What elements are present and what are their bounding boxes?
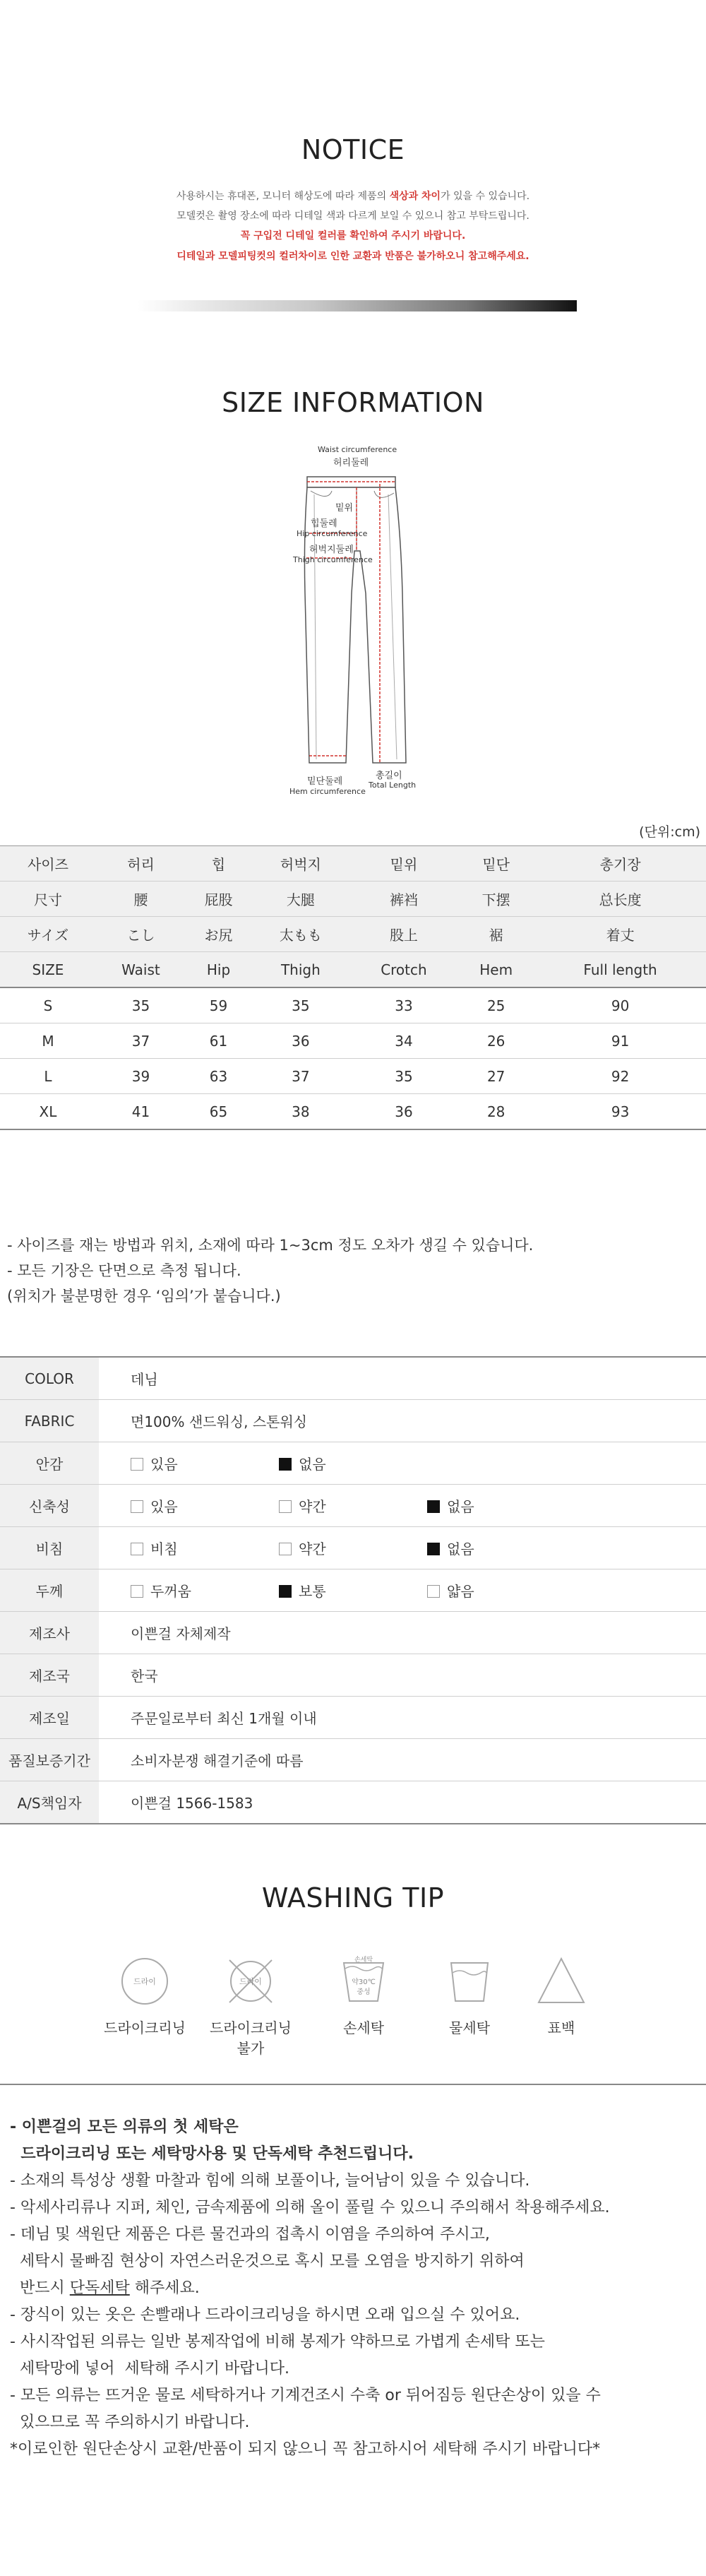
header-cell: 腰 xyxy=(96,882,186,917)
length-label-en: Total Length xyxy=(369,780,417,790)
spec-key: 비침 xyxy=(0,1527,99,1569)
spec-row-stretch xyxy=(0,1485,706,1527)
svg-text:드라이: 드라이 xyxy=(239,1977,262,1986)
table-row xyxy=(0,1059,706,1094)
spec-row-fabric xyxy=(0,1400,706,1442)
table-cell: 34 xyxy=(350,1023,457,1059)
tip-line: - 이쁜걸의 모든 의류의 첫 세탁은 xyxy=(10,2118,239,2136)
spec-key: COLOR xyxy=(0,1357,99,1400)
tip-line: 드라이크리닝 또는 세탁망사용 및 단독세탁 추천드립니다. xyxy=(10,2145,414,2163)
svg-text:손세탁: 손세탁 xyxy=(354,1957,373,1964)
svg-text:약30℃: 약30℃ xyxy=(352,1978,376,1986)
hip-label-kr: 힙둘레 xyxy=(311,518,337,529)
checkbox-empty-icon xyxy=(131,1585,143,1598)
spec-key: 제조사 xyxy=(0,1612,99,1654)
table-cell: 36 xyxy=(251,1023,350,1059)
table-cell: 33 xyxy=(350,987,457,1023)
spec-row-lining xyxy=(0,1442,706,1485)
table-cell: 93 xyxy=(534,1094,706,1130)
spec-value: 한국 xyxy=(99,1654,706,1697)
wash-label: 표백 xyxy=(547,2019,575,2036)
spec-value xyxy=(99,1442,706,1485)
header-cell: Hip xyxy=(186,952,251,988)
checkbox-empty-icon xyxy=(131,1458,143,1471)
spec-row-color xyxy=(0,1357,706,1400)
spec-row-as xyxy=(0,1781,706,1824)
option-label: 두꺼움 xyxy=(150,1583,191,1600)
header-cell: 太もも xyxy=(251,917,350,952)
checkbox-empty-icon xyxy=(279,1500,292,1513)
spec-value: 소비자분쟁 해결기준에 따름 xyxy=(99,1739,706,1781)
svg-text:중성: 중성 xyxy=(357,1988,371,1996)
header-cell: 허벅지 xyxy=(251,846,350,882)
option-label: 없음 xyxy=(447,1498,474,1515)
tip-line: 세탁망에 넣어 세탁해 주시기 바랍니다. xyxy=(10,2360,289,2378)
header-cell: Hem xyxy=(457,952,534,988)
option xyxy=(131,1580,279,1601)
header-cell: 밑위 xyxy=(350,846,457,882)
spec-value: 이쁜걸 자체제작 xyxy=(99,1612,706,1654)
spec-key: FABRIC xyxy=(0,1400,99,1442)
notice-line-2: 모델컷은 촬영 장소에 따라 디테일 색과 다르게 보일 수 있으니 참고 부탁드립니다. xyxy=(176,210,530,222)
tip-line: - 데님 및 색원단 제품은 다른 물건과의 접촉시 이염을 주의하여 주시고, xyxy=(10,2226,490,2243)
header-cell: 밑단 xyxy=(457,846,534,882)
table-cell: L xyxy=(0,1059,96,1094)
table-cell: 36 xyxy=(350,1094,457,1130)
spec-key: 안감 xyxy=(0,1442,99,1485)
note-line-3: (위치가 불분명한 경우 ‘임의’가 붙습니다.) xyxy=(7,1288,281,1305)
header-cell: 尺寸 xyxy=(0,882,96,917)
table-row xyxy=(0,1094,706,1130)
thigh-label-kr: 허벅지둘레 xyxy=(309,545,354,555)
table-cell: 25 xyxy=(457,987,534,1023)
option-label: 비침 xyxy=(150,1541,178,1557)
header-cell: Full length xyxy=(534,952,706,988)
crotch-label-kr: 밑위 xyxy=(335,503,354,514)
spec-value: 주문일로부터 최신 1개월 이내 xyxy=(99,1697,706,1739)
wash-label: 드라이크리닝 xyxy=(210,2019,292,2036)
option xyxy=(131,1495,279,1516)
size-header-jp xyxy=(0,917,706,952)
spec-table xyxy=(0,1356,706,1824)
note-line-1: - 사이즈를 재는 방법과 위치, 소재에 따라 1~3cm 정도 오차가 생길 수 있습니다. xyxy=(7,1237,534,1254)
spec-key: 제조일 xyxy=(0,1697,99,1739)
hem-label-en: Hem circumference xyxy=(289,787,366,796)
option-label: 있음 xyxy=(150,1456,178,1473)
spec-row-maker xyxy=(0,1612,706,1654)
gradient-bar xyxy=(138,300,577,311)
notice-line-4: 디테일과 모델피팅컷의 컬러차이로 인한 교환과 반품은 불가하오니 참고해주세요. xyxy=(176,251,530,262)
wash-label: 드라이크리닝 xyxy=(104,2019,186,2036)
spec-value xyxy=(99,1485,706,1527)
checkbox-filled-icon xyxy=(279,1585,292,1598)
wash-label: 물세탁 xyxy=(449,2019,490,2036)
option xyxy=(131,1453,279,1473)
header-cell: 下摆 xyxy=(457,882,534,917)
size-header-kr xyxy=(0,846,706,882)
table-row xyxy=(0,1023,706,1059)
size-table xyxy=(0,845,706,1130)
option-label: 없음 xyxy=(447,1541,474,1557)
hip-label-en: Hip circumference xyxy=(297,529,368,538)
tip-line xyxy=(10,2275,702,2302)
spec-row-country xyxy=(0,1654,706,1697)
option xyxy=(279,1538,427,1558)
tip-line: *이로인한 원단손상시 교환/반품이 되지 않으니 꼭 참고하시어 세탁해 주시기 바랍니다* xyxy=(10,2440,601,2458)
pants-diagram xyxy=(289,445,431,805)
table-cell: 27 xyxy=(457,1059,534,1094)
hem-label-kr: 밑단둘레 xyxy=(307,776,343,787)
header-cell: Thigh xyxy=(251,952,350,988)
header-cell: こし xyxy=(96,917,186,952)
table-cell: 63 xyxy=(186,1059,251,1094)
pants-drawing xyxy=(289,452,431,805)
header-cell: 허리 xyxy=(96,846,186,882)
notice-line-1 xyxy=(0,187,706,206)
tip-line: - 모든 의류는 뜨거운 물로 세탁하거나 기계건조시 수축 or 뒤어짐등 원단손상이 있을 수 xyxy=(10,2387,601,2404)
option-label: 있음 xyxy=(150,1498,178,1515)
notice-line-1-pre: 사용하시는 휴대폰, 모니터 해상도에 따라 제품의 xyxy=(176,191,390,202)
spec-key: 제조국 xyxy=(0,1654,99,1697)
option xyxy=(279,1580,427,1601)
header-cell: SIZE xyxy=(0,952,96,988)
spec-value: 면100% 샌드워싱, 스톤워싱 xyxy=(99,1400,706,1442)
option xyxy=(279,1495,427,1516)
checkbox-empty-icon xyxy=(131,1500,143,1513)
tip-line: - 사시작업된 의류는 일반 봉제작업에 비해 봉제가 약하므로 가볍게 손세탁 또는 xyxy=(10,2333,545,2351)
header-cell: 총기장 xyxy=(534,846,706,882)
table-cell: 37 xyxy=(96,1023,186,1059)
header-cell: 裾 xyxy=(457,917,534,952)
dry-clean-icon xyxy=(116,1953,173,2010)
table-cell: 35 xyxy=(350,1059,457,1094)
length-label-kr: 총길이 xyxy=(376,771,402,781)
header-cell: 사이즈 xyxy=(0,846,96,882)
table-cell: 59 xyxy=(186,987,251,1023)
size-header-en xyxy=(0,952,706,988)
table-cell: 37 xyxy=(251,1059,350,1094)
header-cell: 着丈 xyxy=(534,917,706,952)
checkbox-empty-icon xyxy=(427,1585,440,1598)
option xyxy=(427,1538,575,1558)
table-cell: 91 xyxy=(534,1023,706,1059)
option-label: 약간 xyxy=(299,1541,326,1557)
header-cell: 股上 xyxy=(350,917,457,952)
notice-title: NOTICE xyxy=(301,134,405,165)
header-cell: お尻 xyxy=(186,917,251,952)
wash-label: 손세탁 xyxy=(343,2019,384,2036)
tip-line: - 소재의 특성상 생활 마찰과 힘에 의해 보풀이나, 늘어남이 있을 수 있습니다. xyxy=(10,2172,530,2190)
spec-row-thickness xyxy=(0,1569,706,1612)
table-cell: M xyxy=(0,1023,96,1059)
divider xyxy=(0,2084,706,2085)
option-label: 보통 xyxy=(299,1583,326,1600)
spec-value xyxy=(99,1569,706,1612)
option xyxy=(427,1580,575,1601)
spec-row-sheer xyxy=(0,1527,706,1569)
header-cell: 大腿 xyxy=(251,882,350,917)
header-cell: 힙 xyxy=(186,846,251,882)
tip-line-post: 해주세요. xyxy=(129,2279,200,2297)
table-cell: 35 xyxy=(251,987,350,1023)
header-cell: サイズ xyxy=(0,917,96,952)
table-cell: 35 xyxy=(96,987,186,1023)
bleach-item xyxy=(512,1953,611,2037)
checkbox-filled-icon xyxy=(279,1458,292,1471)
size-header-cn xyxy=(0,882,706,917)
table-cell: 41 xyxy=(96,1094,186,1130)
spec-key: 품질보증기간 xyxy=(0,1739,99,1781)
water-wash-item xyxy=(420,1953,519,2037)
tip-line-underline: 단독세탁 xyxy=(69,2279,130,2297)
no-dry-clean-item xyxy=(201,1953,300,2058)
tip-line: - 악세사리류나 지퍼, 체인, 금속제품에 의해 올이 풀릴 수 있으니 주의해서 착용해주세요. xyxy=(10,2199,610,2216)
table-cell: 39 xyxy=(96,1059,186,1094)
table-cell: 28 xyxy=(457,1094,534,1130)
spec-value: 데님 xyxy=(99,1357,706,1400)
table-cell: 92 xyxy=(534,1059,706,1094)
spec-value xyxy=(99,1527,706,1569)
svg-text:드라이: 드라이 xyxy=(133,1977,156,1986)
no-dry-clean-icon xyxy=(222,1953,279,2010)
checkbox-empty-icon xyxy=(131,1543,143,1555)
unit-label: (단위:cm) xyxy=(639,824,700,840)
header-cell: 屁股 xyxy=(186,882,251,917)
option xyxy=(427,1495,575,1516)
notice-line-1-emphasis: 색상과 차이 xyxy=(389,191,441,202)
spec-key: 신축성 xyxy=(0,1485,99,1527)
table-cell: S xyxy=(0,987,96,1023)
notice-line-3: 꼭 구입전 디테일 컬러를 확인하여 주시기 바랍니다. xyxy=(240,230,466,242)
option-label: 약간 xyxy=(299,1498,326,1515)
bleach-triangle-icon xyxy=(533,1953,590,2010)
option xyxy=(131,1538,279,1558)
thigh-label-en: Thigh circumference xyxy=(293,555,373,564)
waist-label-kr: 허리둘레 xyxy=(333,458,369,468)
spec-value: 이쁜걸 1566-1583 xyxy=(99,1781,706,1824)
tip-line-pre: 반드시 xyxy=(10,2279,70,2297)
note-line-2: - 모든 기장은 단면으로 측정 됩니다. xyxy=(7,1262,241,1279)
water-wash-icon xyxy=(441,1953,498,2010)
option-label: 얇음 xyxy=(447,1583,474,1600)
size-info-title: SIZE INFORMATION xyxy=(222,387,484,418)
header-cell: Crotch xyxy=(350,952,457,988)
header-cell: 总长度 xyxy=(534,882,706,917)
checkbox-filled-icon xyxy=(427,1543,440,1555)
tip-line: - 장식이 있는 옷은 손빨래나 드라이크리닝을 하시면 오래 입으실 수 있어요. xyxy=(10,2306,520,2324)
option xyxy=(279,1453,427,1473)
table-cell: 65 xyxy=(186,1094,251,1130)
table-cell: 26 xyxy=(457,1023,534,1059)
table-cell: 61 xyxy=(186,1023,251,1059)
table-cell: 90 xyxy=(534,987,706,1023)
dry-clean-item xyxy=(95,1953,194,2037)
spec-row-date xyxy=(0,1697,706,1739)
spec-row-warranty xyxy=(0,1739,706,1781)
hand-wash-icon xyxy=(335,1953,392,2010)
tip-line: 세탁시 물빠짐 현상이 자연스러운것으로 혹시 모를 오염을 방지하기 위하여 xyxy=(10,2252,525,2270)
waist-label-en: Waist circumference xyxy=(318,445,397,454)
option-label: 없음 xyxy=(299,1456,326,1473)
table-cell: XL xyxy=(0,1094,96,1130)
header-cell: 裤裆 xyxy=(350,882,457,917)
checkbox-empty-icon xyxy=(279,1543,292,1555)
washing-title: WASHING TIP xyxy=(261,1882,445,1913)
checkbox-filled-icon xyxy=(427,1500,440,1513)
tip-line: 있으므로 꼭 주의하시기 바랍니다. xyxy=(10,2414,250,2431)
notice-line-1-post: 가 있을 수 있습니다. xyxy=(441,191,530,202)
spec-key: A/S책임자 xyxy=(0,1781,99,1824)
header-cell: Waist xyxy=(96,952,186,988)
washing-tips xyxy=(10,2114,702,2463)
table-cell: 38 xyxy=(251,1094,350,1130)
table-row xyxy=(0,987,706,1023)
spec-key: 두께 xyxy=(0,1569,99,1612)
wash-label: 불가 xyxy=(237,2040,265,2057)
hand-wash-item xyxy=(314,1953,413,2037)
